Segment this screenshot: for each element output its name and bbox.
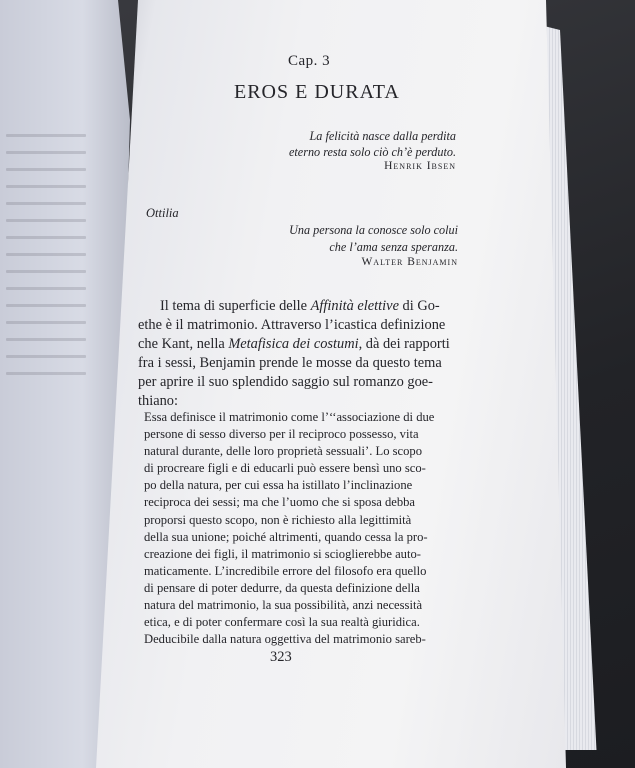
quote-line: proporsi questo scopo, non è richiesto alla legittimità xyxy=(144,512,412,527)
epigraph-1-author: Henrik Ibsen xyxy=(384,160,456,172)
epigraph-1 xyxy=(289,128,456,160)
body-line: che Kant, nella Metafisica dei costumi, dà dei rapporti xyxy=(138,336,450,352)
body-line: per aprire il suo splendido saggio sul romanzo goe- xyxy=(138,374,433,390)
epigraph-2-line: che l’ama senza speranza. xyxy=(329,239,458,254)
page-content xyxy=(138,0,568,768)
quote-line: creazione dei figli, il matrimonio si scioglierebbe auto- xyxy=(144,546,421,561)
quote-line: di procreare figli e di educarli può essere bensì uno sco- xyxy=(144,461,426,476)
section-name: Ottilia xyxy=(146,206,179,220)
page-number: 323 xyxy=(270,649,292,665)
quote-line: persone di sesso diverso per il reciproco possesso, vita xyxy=(144,427,419,442)
epigraph-2-author: Walter Benjamin xyxy=(361,256,458,268)
left-page-faint-text xyxy=(6,120,86,389)
epigraph-1-line: eterno resta solo ciò ch’è perduto. xyxy=(289,145,456,159)
body-line: fra i sessi, Benjamin prende le mosse da questo tema xyxy=(138,355,442,371)
quote-line: natural durante, delle loro proprietà sessuali’. Lo scopo xyxy=(144,444,423,459)
epigraph-2 xyxy=(289,222,458,255)
quote-line: Essa definisce il matrimonio come l’‘‘associazione di due xyxy=(144,410,435,424)
body-line: Il tema di superficie delle Affinità elettive di Go- xyxy=(160,298,440,314)
body-paragraph xyxy=(138,297,456,411)
block-quote xyxy=(144,409,456,648)
quote-line: maticamente. L’incredibile errore del filosofo era quello xyxy=(144,563,427,578)
body-line: thiano: xyxy=(138,393,178,409)
quote-line: della sua unione; poiché altrimenti, quando cessa la pro- xyxy=(144,529,428,544)
chapter-title: EROS E DURATA xyxy=(234,81,400,103)
epigraph-1-line: La felicità nasce dalla perdita xyxy=(309,129,456,143)
quote-line: di pensare di poter dedurre, da questa definizione della xyxy=(144,580,420,595)
quote-line: natura del matrimonio, la sua possibilità, anzi necessità xyxy=(144,598,423,613)
quote-line: Deducibile dalla natura oggettiva del matrimonio sareb- xyxy=(144,632,426,647)
epigraph-2-line: Una persona la conosce solo colui xyxy=(289,223,458,237)
quote-line: etica, e di poter confermare così la sua realtà giuridica. xyxy=(144,615,420,630)
chapter-label: Cap. 3 xyxy=(288,53,331,69)
body-line: ethe è il matrimonio. Attraverso l’icastica definizione xyxy=(138,317,446,333)
quote-line: po della natura, per cui essa ha istillato l’inclinazione xyxy=(144,478,413,493)
quote-line: reciproca dei sessi; ma che l’uomo che si sposa debba xyxy=(144,495,416,510)
